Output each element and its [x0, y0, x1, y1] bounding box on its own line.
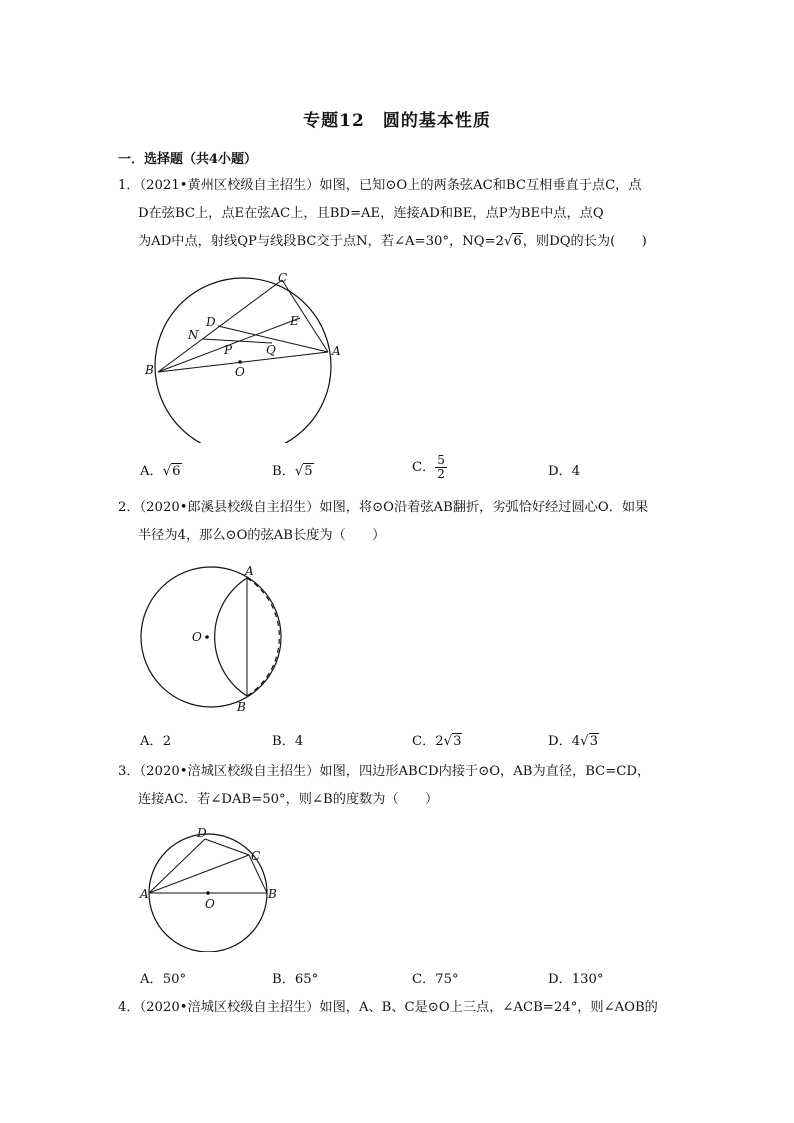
question-2-line-1: 2．（2020•郎溪县校级自主招生）如图，将⊙O沿着弦AB翻折，劣弧恰好经过圆心O．如果: [118, 500, 649, 515]
label-b: B: [145, 363, 154, 377]
label-o: O: [235, 365, 245, 379]
question-1-figure: [140, 268, 360, 443]
question-1: [118, 172, 678, 256]
option-b[interactable]: B．4: [272, 734, 304, 749]
label-n: N: [188, 328, 199, 342]
question-4-line-1: 4．（2020•涪城区校级自主招生）如图，A、B、C是⊙O上三点，∠ACB=24°，则∠AOB的: [118, 1000, 658, 1015]
label-d: D: [197, 826, 207, 840]
option-d[interactable]: D．4√3: [548, 734, 598, 749]
option-a[interactable]: A．√6: [140, 464, 181, 479]
label-o: O: [192, 630, 202, 644]
option-d[interactable]: D．130°: [548, 972, 604, 987]
label-c: C: [278, 271, 288, 285]
label-a: A: [140, 887, 149, 901]
question-3-line-1: 3．（2020•涪城区校级自主招生）如图，四边形ABCD内接于⊙O，AB为直径，BC=CD，: [118, 764, 651, 779]
label-o: O: [205, 897, 215, 911]
question-1-line-3: 为AD中点，射线QP与线段BC交于点N，若∠A=30°，NQ=2√6，则DQ的长为( ): [138, 234, 647, 249]
section-heading: 一．选择题（共4小题）: [118, 152, 258, 167]
label-d: D: [206, 315, 216, 329]
question-2-figure: [135, 563, 295, 718]
option-c[interactable]: C．75°: [412, 972, 459, 987]
label-p: P: [224, 343, 233, 357]
question-3-line-2: 连接AC．若∠DAB=50°，则∠B的度数为（ ）: [138, 792, 439, 807]
option-a[interactable]: A．2: [140, 734, 172, 749]
label-b: B: [237, 700, 246, 714]
option-b[interactable]: B．65°: [272, 972, 319, 987]
question-4: [118, 994, 678, 1022]
question-1-line-2: D在弦BC上，点E在弦AC上，且BD=AE，连接AD和BE，点P为BE中点，点Q: [138, 206, 604, 221]
question-3-figure: [138, 822, 288, 952]
option-d[interactable]: D．4: [548, 464, 581, 479]
option-b[interactable]: B．√5: [272, 464, 313, 479]
label-e: E: [290, 314, 299, 328]
question-2-line-2: 半径为4，那么⊙O的弦AB长度为（ ）: [138, 528, 386, 543]
option-c[interactable]: C．2√3: [412, 734, 462, 749]
label-a: A: [245, 564, 254, 578]
question-3: [118, 758, 678, 814]
label-a: A: [332, 344, 341, 358]
page-title: 专题12 圆的基本性质: [303, 111, 491, 131]
question-1-line-1: 1．（2021•黄州区校级自主招生）如图，已知⊙O上的两条弦AC和BC互相垂直于点C，点: [118, 178, 642, 193]
option-c[interactable]: C． $\frac{5}{2}$: [412, 453, 445, 481]
label-q: Q: [266, 343, 276, 357]
label-c: C: [251, 849, 261, 863]
option-a[interactable]: A．50°: [140, 972, 187, 987]
question-2: [118, 494, 678, 550]
label-b: B: [268, 887, 277, 901]
